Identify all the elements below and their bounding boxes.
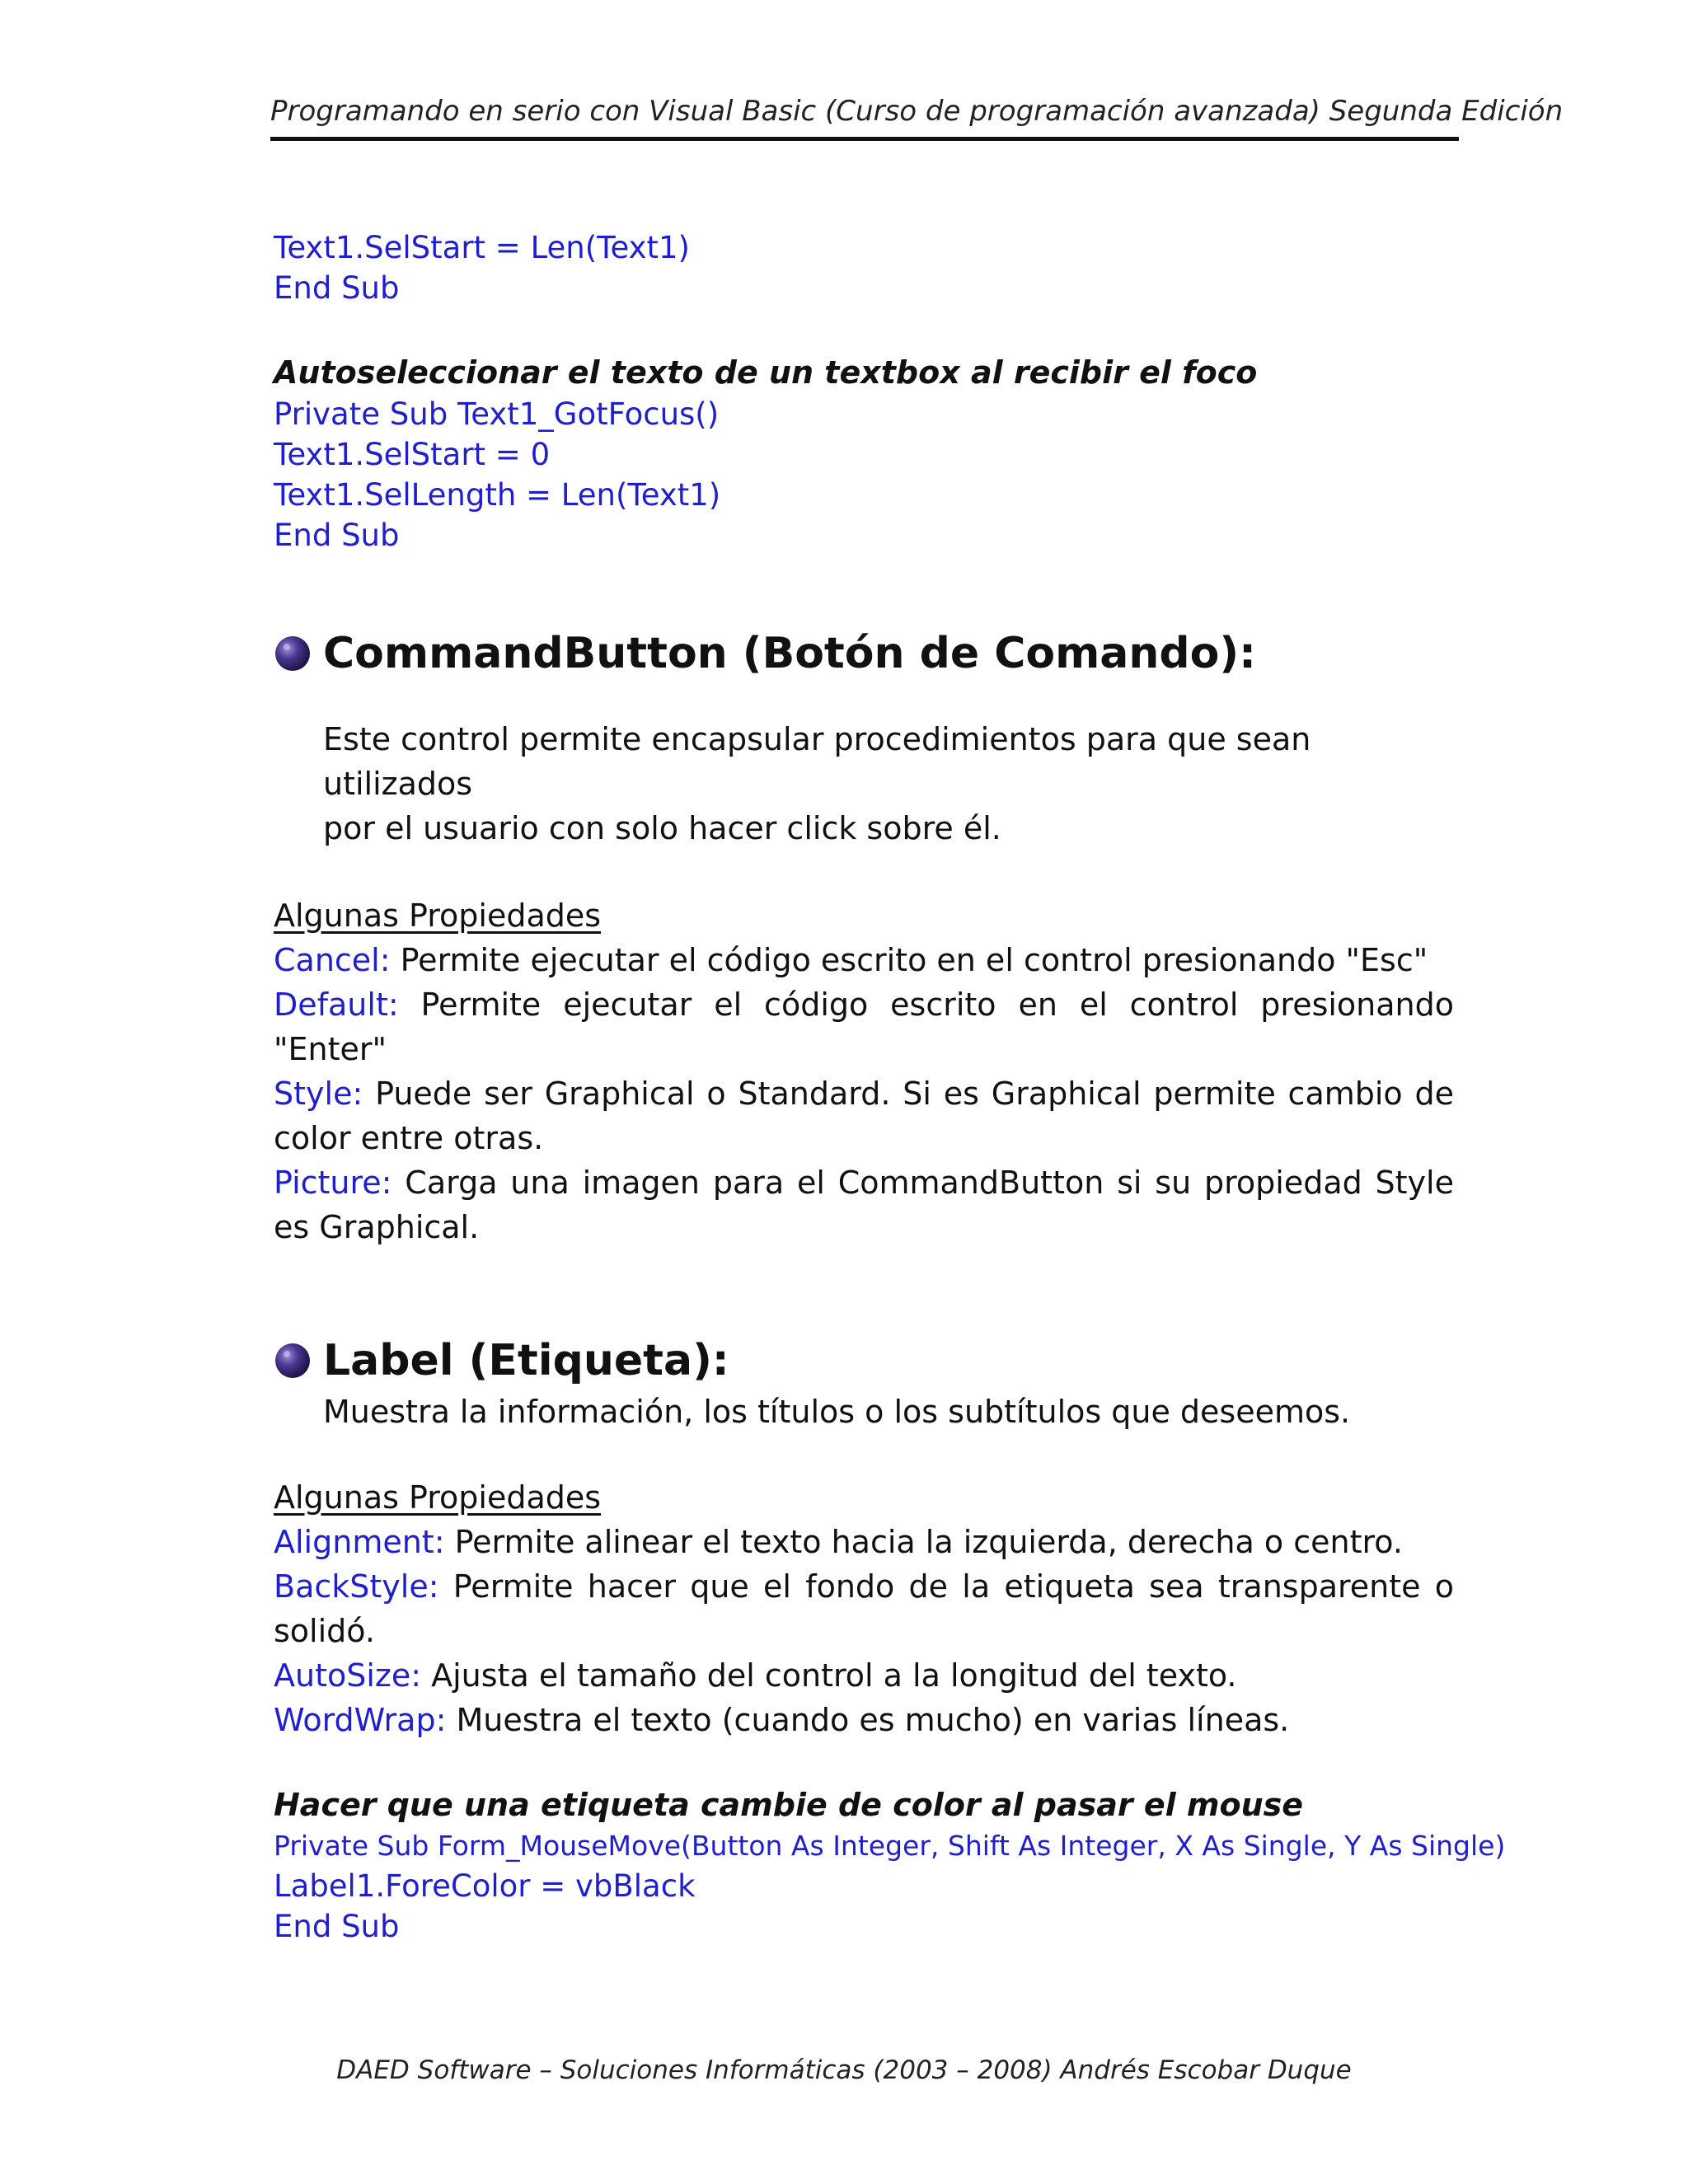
code-block-autoselect [274,394,1454,555]
property-text: Permite ejecutar el código escrito en el control presionando "Enter" [274,987,1454,1067]
code-line: End Sub [274,270,400,306]
code-line: Private Sub Text1_GotFocus() [274,396,720,432]
property-text: Permite ejecutar el código escrito en el control presionando "Esc" [390,942,1428,978]
property-text: Permite alinear el texto hacia la izquierda, derecha o centro. [444,1524,1403,1560]
purple-sphere-bullet-icon [274,635,312,673]
code-line: End Sub [274,518,400,553]
section-title-text: Label (Etiqueta): [323,1336,729,1385]
page-content [274,227,1506,1947]
section-title-commandbutton [274,625,1454,682]
property-key: WordWrap: [274,1702,447,1738]
property-key: AutoSize: [274,1657,422,1694]
property-text: Muestra el texto (cuando es mucho) en varias líneas. [446,1702,1290,1738]
property-key: Picture: [274,1165,392,1201]
code-line: Text1.SelLength = Len(Text1) [274,477,721,513]
page-header: Programando en serio con Visual Basic (Curso de programación avanzada) Segunda Edición [270,91,1459,141]
mouse-example-heading: Hacer que una etiqueta cambie de color al pasar el mouse [274,1787,1304,1823]
property-text: Permite hacer que el fondo de la etiqueta sea transparente o solidó. [274,1568,1454,1649]
property-item [274,1520,1454,1564]
property-item [274,982,1454,1071]
property-item [274,1071,1454,1160]
property-item [274,1698,1454,1742]
property-key: Alignment: [274,1524,445,1560]
property-text: Ajusta el tamaño del control a la longitud del texto. [421,1657,1237,1694]
property-key: Default: [274,987,399,1023]
code-line: Label1.ForeColor = vbBlack [274,1868,696,1904]
purple-sphere-bullet-icon [274,1342,312,1380]
page-footer: DAED Software – Soluciones Informáticas (2003 – 2008) Andrés Escobar Duque [336,2055,1352,2085]
property-item [274,1160,1454,1249]
description-line: Este control permite encapsular procedimientos para que sean utilizados [323,721,1311,802]
code-block-top [274,227,1454,308]
section-title-text: CommandButton (Botón de Comando): [323,629,1256,678]
property-item [274,1564,1454,1653]
commandbutton-properties-list [274,938,1454,1249]
autoselect-heading: Autoseleccionar el texto de un textbox al recibir el foco [274,354,1258,391]
code-line: Text1.SelStart = 0 [274,437,551,472]
code-line: End Sub [274,1909,400,1944]
property-key: BackStyle: [274,1568,439,1605]
label-description: Muestra la información, los títulos o los subtítulos que deseemos. [323,1394,1351,1430]
section-title-label [274,1332,1454,1390]
code-block-mouse [274,1826,1506,1947]
commandbutton-properties-heading: Algunas Propiedades [274,898,602,934]
description-line: por el usuario con solo hacer click sobre él. [323,810,1001,846]
property-key: Cancel: [274,942,391,978]
label-properties-list [274,1520,1454,1742]
code-line: Private Sub Form_MouseMove(Button As Integer, Shift As Integer, X As Single, Y As Single) [274,1830,1506,1862]
property-item [274,1653,1454,1698]
label-properties-heading: Algunas Propiedades [274,1479,602,1516]
code-line: Text1.SelStart = Len(Text1) [274,230,690,265]
property-text: Puede ser Graphical o Standard. Si es Graphical permite cambio de color entre otras. [274,1076,1454,1156]
property-item [274,938,1454,982]
property-key: Style: [274,1076,363,1112]
property-text: Carga una imagen para el CommandButton si su propiedad Style es Graphical. [274,1165,1454,1245]
commandbutton-description [323,717,1454,851]
